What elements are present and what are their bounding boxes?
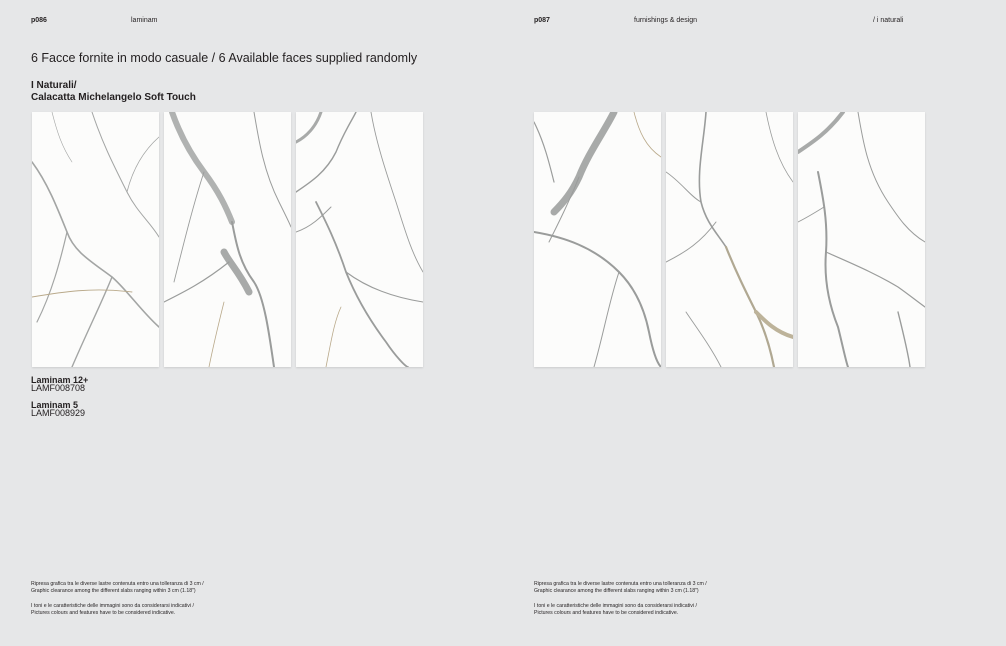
left-brand: laminam bbox=[131, 17, 158, 24]
collection-line-1: I Naturali/ bbox=[31, 80, 77, 91]
left-footnote-1: Ripresa grafica tra le diverse lastre contenuta entro una tolleranza di 3 cm / Graphic clearance among the different slabs ranging within 3 cm (1.18") bbox=[31, 581, 204, 594]
product-name-1: Laminam 12+ bbox=[31, 375, 89, 385]
right-category: / i naturali bbox=[873, 17, 904, 24]
left-footnote-2: I toni e le caratteristiche delle immagini sono da considerarsi indicativi / Pictures colours and features have to be considered indicative. bbox=[31, 603, 194, 616]
right-footnote-1: Ripresa grafica tra le diverse lastre contenuta entro una tolleranza di 3 cm / Graphic clearance among the different slabs ranging within 3 cm (1.18") bbox=[534, 581, 707, 594]
right-page-number: p087 bbox=[534, 17, 550, 24]
slab-face-5 bbox=[666, 112, 793, 367]
product-code-2: LAMF008929 bbox=[31, 408, 86, 418]
slab-face-3 bbox=[296, 112, 423, 367]
faces-subtitle: 6 Facce fornite in modo casuale / 6 Available faces supplied randomly bbox=[31, 51, 418, 65]
product-code-1: LAMF008708 bbox=[31, 383, 86, 393]
slab-face-1 bbox=[32, 112, 159, 367]
left-page-number: p086 bbox=[31, 17, 47, 24]
slab-face-6 bbox=[798, 112, 925, 367]
slab-face-4 bbox=[534, 112, 661, 367]
slab-face-2 bbox=[164, 112, 291, 367]
collection-line-2: Calacatta Michelangelo Soft Touch bbox=[31, 92, 196, 103]
right-footnote-2: I toni e le caratteristiche delle immagini sono da considerarsi indicativi / Pictures colours and features have to be considered indicative. bbox=[534, 603, 697, 616]
collection-title bbox=[31, 80, 196, 104]
product-name-2: Laminam 5 bbox=[31, 400, 79, 410]
right-section: furnishings & design bbox=[634, 17, 698, 24]
